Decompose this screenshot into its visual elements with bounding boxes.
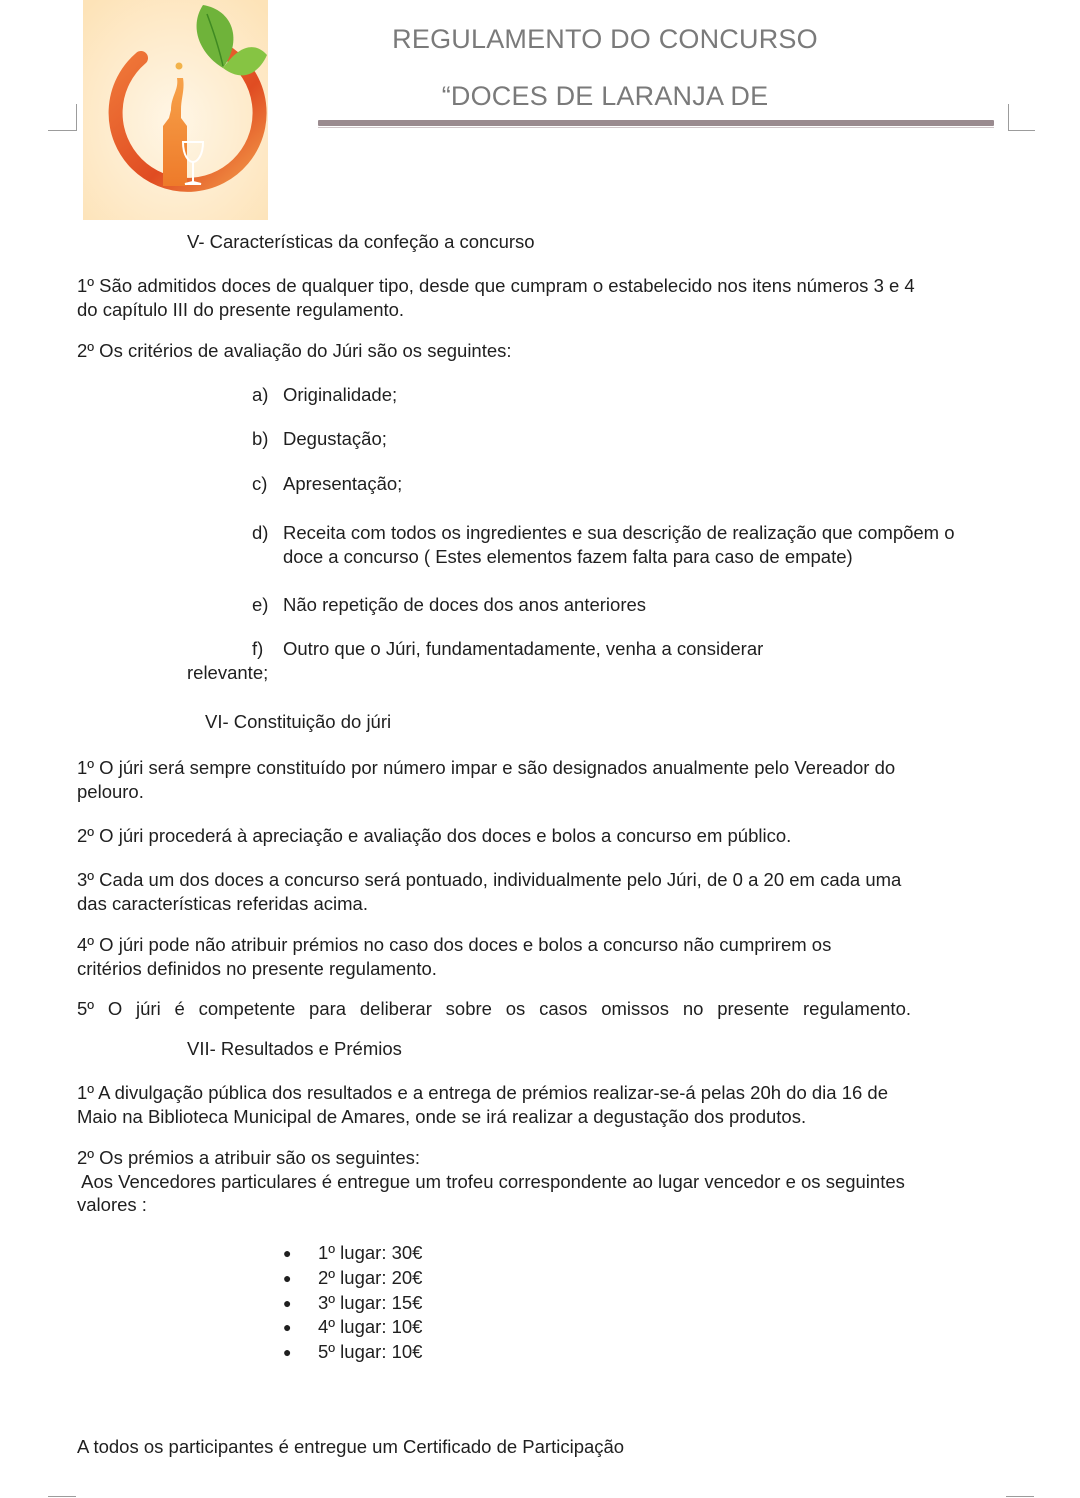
criteria-item-a: a) Originalidade; bbox=[252, 384, 398, 405]
bullet-icon: ● bbox=[283, 1269, 292, 1286]
section-vi-heading: VI- Constituição do júri bbox=[205, 711, 392, 732]
criteria-item-c: c) Apresentação; bbox=[252, 473, 403, 494]
margin-corner-left bbox=[48, 104, 77, 131]
prize-item-4: ● 4º lugar: 10€ bbox=[283, 1315, 422, 1340]
margin-corner-right bbox=[1008, 104, 1035, 131]
bullet-icon: ● bbox=[283, 1344, 292, 1361]
prize-item-2: ● 2º lugar: 20€ bbox=[283, 1266, 422, 1291]
section-vii-paragraph-1: 1º A divulgação pública dos resultados e a entrega de prémios realizar-se-á pelas 20h do dia 16 de Maio na Biblioteca Municipal de Amares, onde se irá realizar a degustação dos produtos. bbox=[77, 1082, 889, 1127]
section-v-paragraph-2: 2º Os critérios de avaliação do Júri são os seguintes: bbox=[77, 340, 512, 361]
criteria-item-b: b) Degustação; bbox=[252, 428, 387, 449]
closing-note: A todos os participantes é entregue um Certificado de Participação bbox=[77, 1436, 625, 1457]
section-vi-paragraph-1: 1º O júri será sempre constituído por número impar e são designados anualmente pelo Vereador do pelouro. bbox=[77, 757, 896, 802]
section-v-heading: V- Características da confeção a concurso bbox=[187, 231, 535, 252]
bullet-icon: ● bbox=[283, 1319, 292, 1336]
section-vi-paragraph-3: 3º Cada um dos doces a concurso será pontuado, individualmente pelo Júri, de 0 a 20 em cada uma das características referidas acima. bbox=[77, 869, 902, 914]
header-rule-shadow bbox=[318, 127, 994, 128]
section-vii-paragraph-2: 2º Os prémios a atribuir são os seguintes: Aos Vencedores particulares é entregue um trofeu correspondente ao lugar vencedor e os seguintes valores : bbox=[77, 1147, 905, 1215]
criteria-item-d: d) Receita com todos os ingredientes e sua descrição de realização que compõem o doce a concurso ( Estes elementos fazem falta para caso de empate) bbox=[252, 522, 955, 567]
prize-item-1: ● 1º lugar: 30€ bbox=[283, 1241, 422, 1266]
criteria-item-f: f) Outro que o Júri, fundamentadamente, venha a considerar bbox=[252, 638, 764, 659]
section-vi-paragraph-5: 5º O júri é competente para deliberar sobre os casos omissos no presente regulamento. bbox=[77, 998, 911, 1019]
footer-mark-left bbox=[48, 1496, 76, 1497]
bullet-icon: ● bbox=[283, 1245, 292, 1261]
document-title-line1: REGULAMENTO DO CONCURSO bbox=[392, 24, 818, 54]
logo bbox=[83, 0, 268, 220]
document-title-line2: “DOCES DE LARANJA DE bbox=[441, 81, 769, 111]
criteria-item-e: e) Não repetição de doces dos anos anteriores bbox=[252, 594, 647, 615]
footer-mark-right bbox=[1006, 1496, 1034, 1497]
prize-item-5: ● 5º lugar: 10€ bbox=[283, 1340, 422, 1365]
bullet-icon: ● bbox=[283, 1294, 292, 1311]
header-rule bbox=[318, 120, 994, 126]
prize-item-3: ● 3º lugar: 15€ bbox=[283, 1291, 422, 1316]
criteria-item-f-continuation: relevante; bbox=[187, 662, 269, 683]
section-vi-paragraph-2: 2º O júri procederá à apreciação e avaliação dos doces e bolos a concurso em público. bbox=[77, 825, 792, 846]
section-vii-heading: VII- Resultados e Prémios bbox=[187, 1038, 402, 1059]
section-vi-paragraph-4: 4º O júri pode não atribuir prémios no caso dos doces e bolos a concurso não cumprirem os critérios definidos no presente regulamento. bbox=[77, 934, 832, 979]
section-v-paragraph-1: 1º São admitidos doces de qualquer tipo, desde que cumpram o estabelecido nos itens números 3 e 4 do capítulo III do presente regulamento. bbox=[77, 275, 915, 320]
prize-list bbox=[283, 1241, 422, 1365]
